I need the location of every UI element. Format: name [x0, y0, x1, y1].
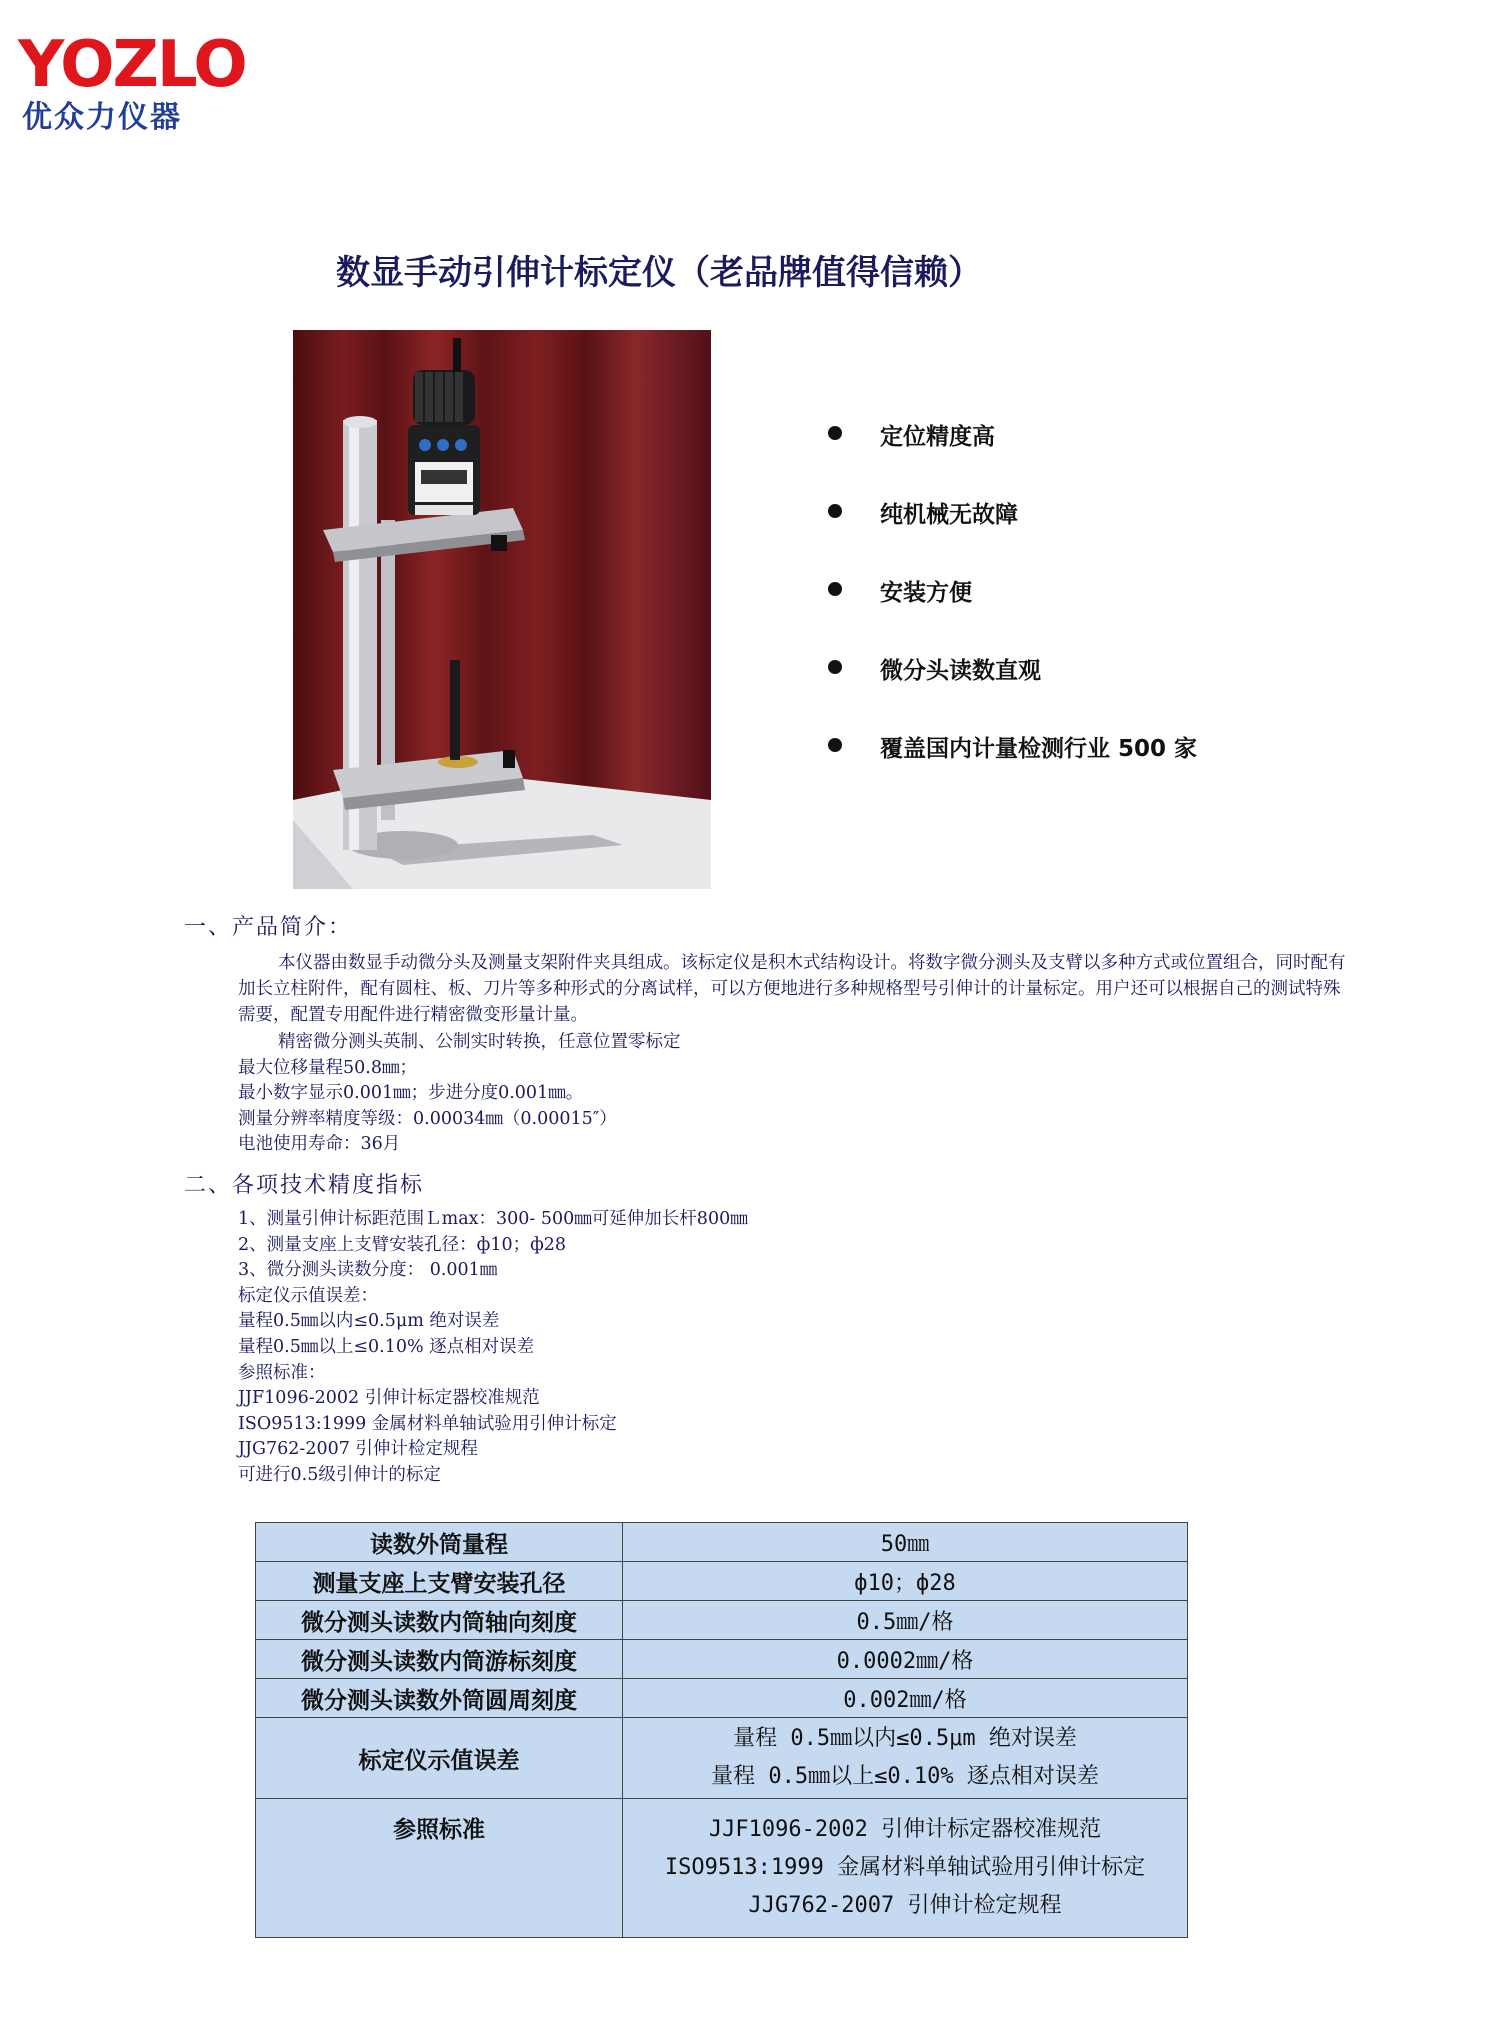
feature-item: [828, 574, 1388, 652]
table-value-line: 量程 0.5㎜以内≤0.5μm 绝对误差: [733, 1726, 1077, 1751]
spec-line: 3、微分测头读数分度： 0.001㎜: [238, 1260, 498, 1281]
feature-item: [828, 652, 1388, 730]
table-key: 测量支座上支臂安装孔径: [256, 1562, 623, 1601]
table-key: 微分测头读数内筒游标刻度: [256, 1640, 623, 1679]
spec-line: 量程0.5㎜以内≤0.5μm 绝对误差: [238, 1311, 500, 1332]
feature-text: 纯机械无故障: [880, 502, 1018, 528]
feature-text: 覆盖国内计量检测行业 500 家: [880, 736, 1198, 762]
section-heading-specs: 二、各项技术精度指标: [184, 1173, 425, 1198]
logo-wordmark: YOZLO: [18, 28, 246, 102]
brand-logo: [18, 28, 246, 135]
extensometer-calibrator-image: [293, 330, 711, 889]
intro-paragraph: 本仪器由数显手动微分头及测量支架附件夹具组成。该标定仪是积木式结构设计。将数字微分测头及支臂以多种方式或位置组合，同时配有加长立柱附件，配有圆柱、板、刀片等多种形式的分离试样，可以方便地进行多种规格型号引伸计的计量标定。用户还可以根据自己的测试特殊需要，配置专用配件进行精密微变形量计量。: [238, 953, 1346, 1025]
table-value-line: JJF1096-2002 引伸计标定器校准规范: [708, 1817, 1102, 1842]
feature-list: [828, 418, 1388, 808]
table-row: [256, 1799, 1188, 1938]
product-photo: [293, 330, 711, 889]
table-value: 0.002㎜/格: [623, 1679, 1188, 1718]
table-key: 参照标准: [256, 1799, 623, 1938]
table-key: 微分测头读数内筒轴向刻度: [256, 1601, 623, 1640]
table-value: 0.5㎜/格: [623, 1601, 1188, 1640]
bullet-icon: [828, 582, 842, 596]
logo-subtitle: 优众力仪器: [22, 100, 182, 135]
feature-item: [828, 496, 1388, 574]
spec-line: 最小数字显示0.001㎜；步进分度0.001㎜。: [238, 1083, 584, 1104]
intro-specs: [238, 1030, 681, 1158]
feature-item: [828, 730, 1388, 808]
table-value: ф10；ф28: [623, 1562, 1188, 1601]
spec-line: 参照标准：: [238, 1362, 326, 1383]
table-value: [623, 1799, 1188, 1938]
table-value-line: JJG762-2007 引伸计检定规程: [748, 1893, 1062, 1918]
table-value-line: 量程 0.5㎜以上≤0.10% 逐点相对误差: [711, 1764, 1099, 1789]
spec-line: 标定仪示值误差：: [238, 1285, 378, 1306]
table-row: [256, 1562, 1188, 1601]
feature-text: 定位精度高: [880, 424, 995, 450]
tech-specs-list: [238, 1207, 748, 1489]
feature-text: 微分头读数直观: [880, 658, 1041, 684]
spec-line: 最大位移量程50.8㎜；: [238, 1057, 417, 1078]
table-key: 读数外筒量程: [256, 1523, 623, 1562]
table-row: [256, 1718, 1188, 1799]
table-row: [256, 1601, 1188, 1640]
table-value-line: ISO9513:1999 金属材料单轴试验用引伸计标定: [664, 1855, 1146, 1880]
table-value: [623, 1718, 1188, 1799]
table-value: 50㎜: [623, 1523, 1188, 1562]
feature-text: 安装方便: [880, 580, 972, 606]
page-title: 数显手动引伸计标定仪（老品牌值得信赖）: [336, 253, 982, 293]
spec-line: 可进行0.5级引伸计的标定: [238, 1464, 441, 1485]
table-key: 微分测头读数外筒圆周刻度: [256, 1679, 623, 1718]
section-heading-intro: 一、产品简介：: [184, 915, 353, 940]
spec-line: ISO9513:1999 金属材料单轴试验用引伸计标定: [238, 1413, 617, 1434]
bullet-icon: [828, 504, 842, 518]
spec-table: [255, 1522, 1188, 1938]
spec-line: JJF1096-2002 引伸计标定器校准规范: [238, 1388, 540, 1409]
bullet-icon: [828, 738, 842, 752]
table-key: 标定仪示值误差: [256, 1718, 623, 1799]
spec-line: JJG762-2007 引伸计检定规程: [238, 1439, 478, 1460]
spec-line: 电池使用寿命：36月: [238, 1134, 401, 1155]
spec-line: 量程0.5㎜以上≤0.10% 逐点相对误差: [238, 1336, 535, 1357]
spec-line: 精密微分测头英制、公制实时转换，任意位置零标定: [278, 1032, 681, 1052]
table-row: [256, 1523, 1188, 1562]
table-row: [256, 1640, 1188, 1679]
bullet-icon: [828, 426, 842, 440]
table-row: [256, 1679, 1188, 1718]
spec-line: 1、测量引伸计标距范围Ｌmax：300- 500㎜可延伸加长杆800㎜: [238, 1209, 748, 1229]
table-value: 0.0002㎜/格: [623, 1640, 1188, 1679]
feature-item: [828, 418, 1388, 496]
bullet-icon: [828, 660, 842, 674]
spec-line: 2、测量支座上支臂安装孔径：ф10；ф28: [238, 1234, 567, 1255]
spec-line: 测量分辨率精度等级：0.00034㎜（0.00015″）: [238, 1108, 617, 1129]
